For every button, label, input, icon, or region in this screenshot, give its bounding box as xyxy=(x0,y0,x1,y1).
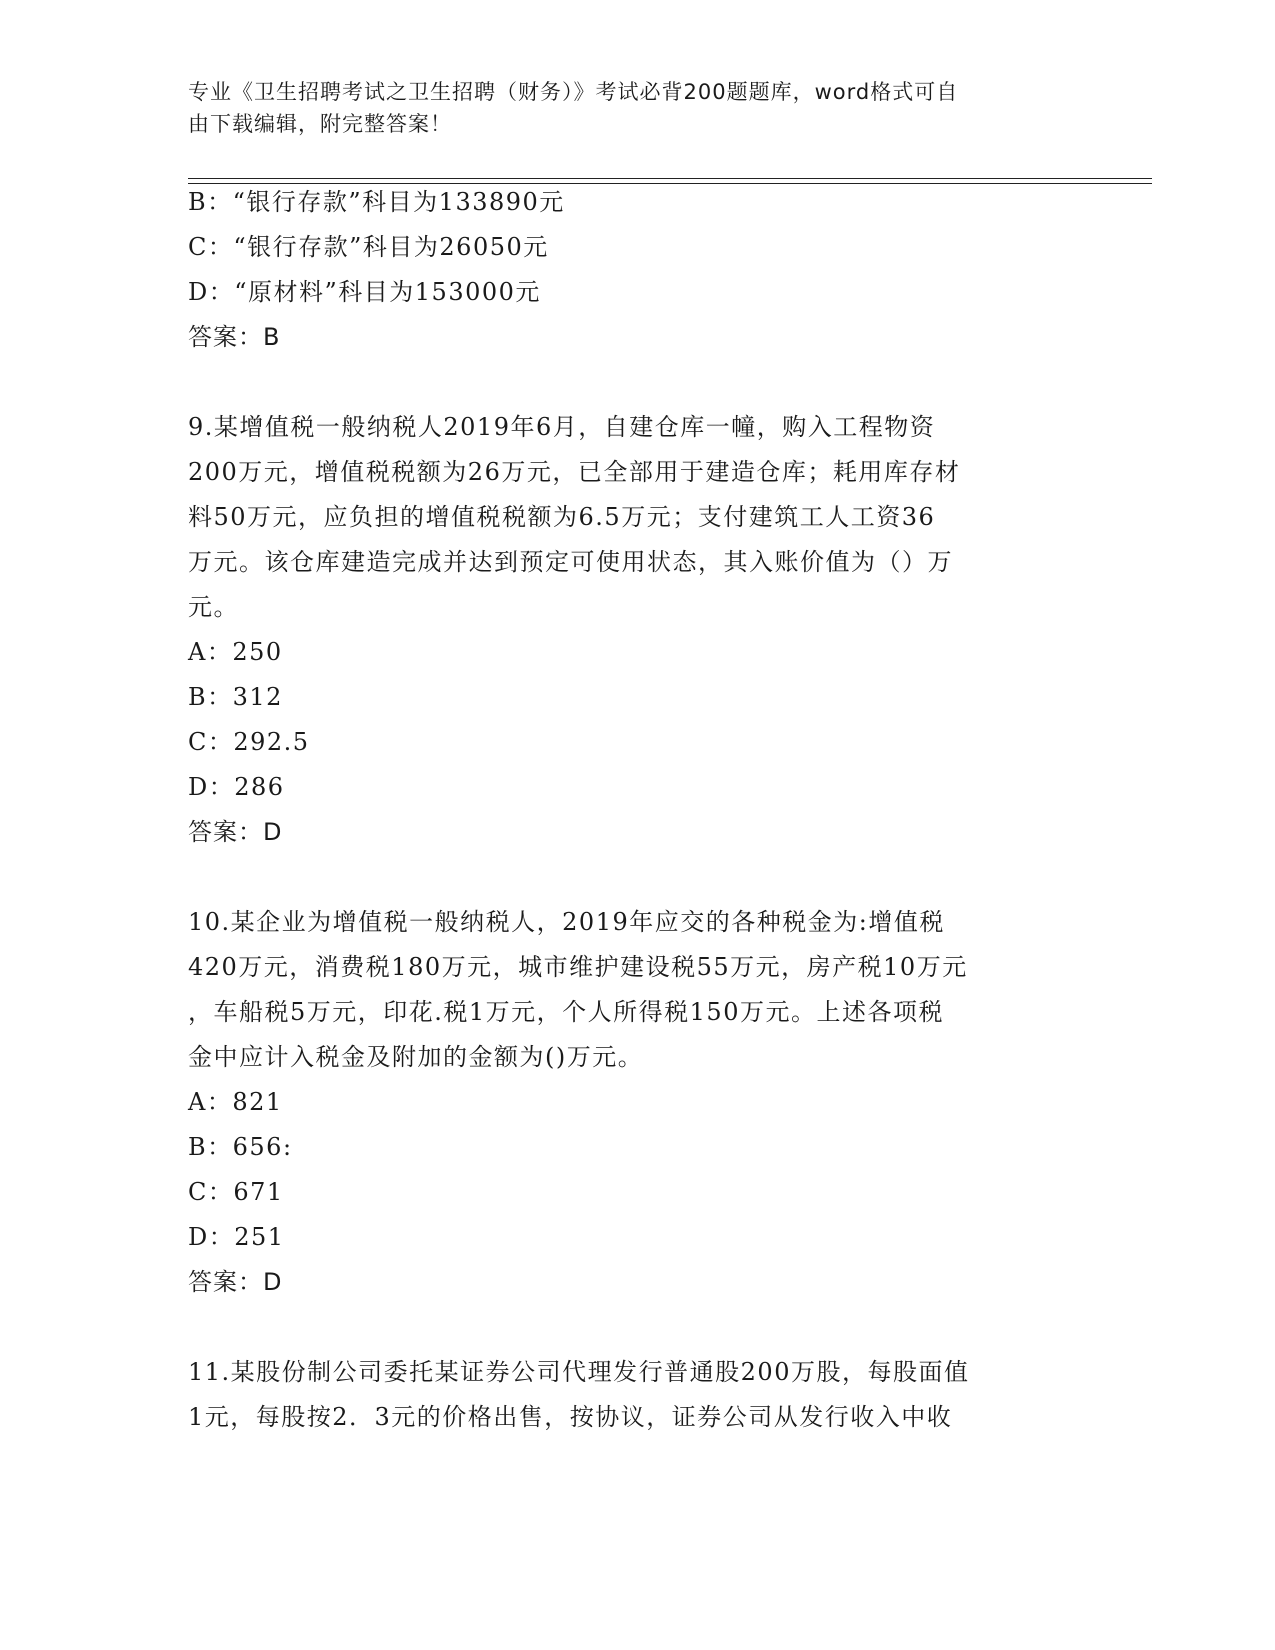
question-stem-line: 9.某增值税一般纳税人2019年6月，自建仓库一幢，购入工程物资 xyxy=(188,413,936,441)
option-c: C：671 xyxy=(188,1178,284,1206)
document-header xyxy=(188,76,1068,140)
option-b: B：656: xyxy=(188,1133,293,1161)
header-line-1: 专业《卫生招聘考试之卫生招聘（财务）》考试必背200题题库，word格式可自 xyxy=(188,80,959,104)
option-c: C：292.5 xyxy=(188,728,310,756)
spacer xyxy=(188,1305,1068,1350)
option-b: B：“银行存款”科目为133890元 xyxy=(188,188,565,216)
question-stem-line: 料50万元，应负担的增值税税额为6.5万元；支付建筑工人工资36 xyxy=(188,503,936,531)
answer-label: 答案：D xyxy=(188,1268,283,1296)
option-a: A：821 xyxy=(188,1088,283,1116)
question-stem-line: 200万元，增值税税额为26万元，已全部用于建造仓库；耗用库存材 xyxy=(188,458,961,486)
option-a: A：250 xyxy=(188,638,283,666)
question-8-tail xyxy=(188,180,1068,360)
question-stem-line: 金中应计入税金及附加的金额为()万元。 xyxy=(188,1043,644,1071)
spacer xyxy=(188,360,1068,405)
question-11 xyxy=(188,1350,1068,1440)
option-d: D：251 xyxy=(188,1223,285,1251)
answer-label: 答案：D xyxy=(188,818,283,846)
question-stem-line: 420万元，消费税180万元，城市维护建设税55万元，房产税10万元 xyxy=(188,953,968,981)
option-b: B：312 xyxy=(188,683,283,711)
question-9 xyxy=(188,405,1068,855)
question-stem-line: 元。 xyxy=(188,593,239,621)
question-stem-line: 10.某企业为增值税一般纳税人，2019年应交的各种税金为:增值税 xyxy=(188,908,945,936)
header-line-2: 由下载编辑，附完整答案！ xyxy=(188,112,452,136)
question-10 xyxy=(188,900,1068,1305)
option-d: D：286 xyxy=(188,773,285,801)
question-stem-line: ，车船税5万元，印花.税1万元，个人所得税150万元。上述各项税 xyxy=(188,998,944,1026)
answer-label: 答案：B xyxy=(188,323,281,351)
header-divider-top xyxy=(188,178,1152,179)
question-stem-line: 万元。该仓库建造完成并达到预定可使用状态，其入账价值为（）万 xyxy=(188,548,953,576)
spacer xyxy=(188,855,1068,900)
option-d: D：“原材料”科目为153000元 xyxy=(188,278,541,306)
option-c: C：“银行存款”科目为26050元 xyxy=(188,233,549,261)
question-stem-line: 1元，每股按2．3元的价格出售，按协议，证券公司从发行收入中收 xyxy=(188,1403,953,1431)
question-stem-line: 11.某股份制公司委托某证券公司代理发行普通股200万股，每股面值 xyxy=(188,1358,970,1386)
document-body xyxy=(188,180,1068,1440)
